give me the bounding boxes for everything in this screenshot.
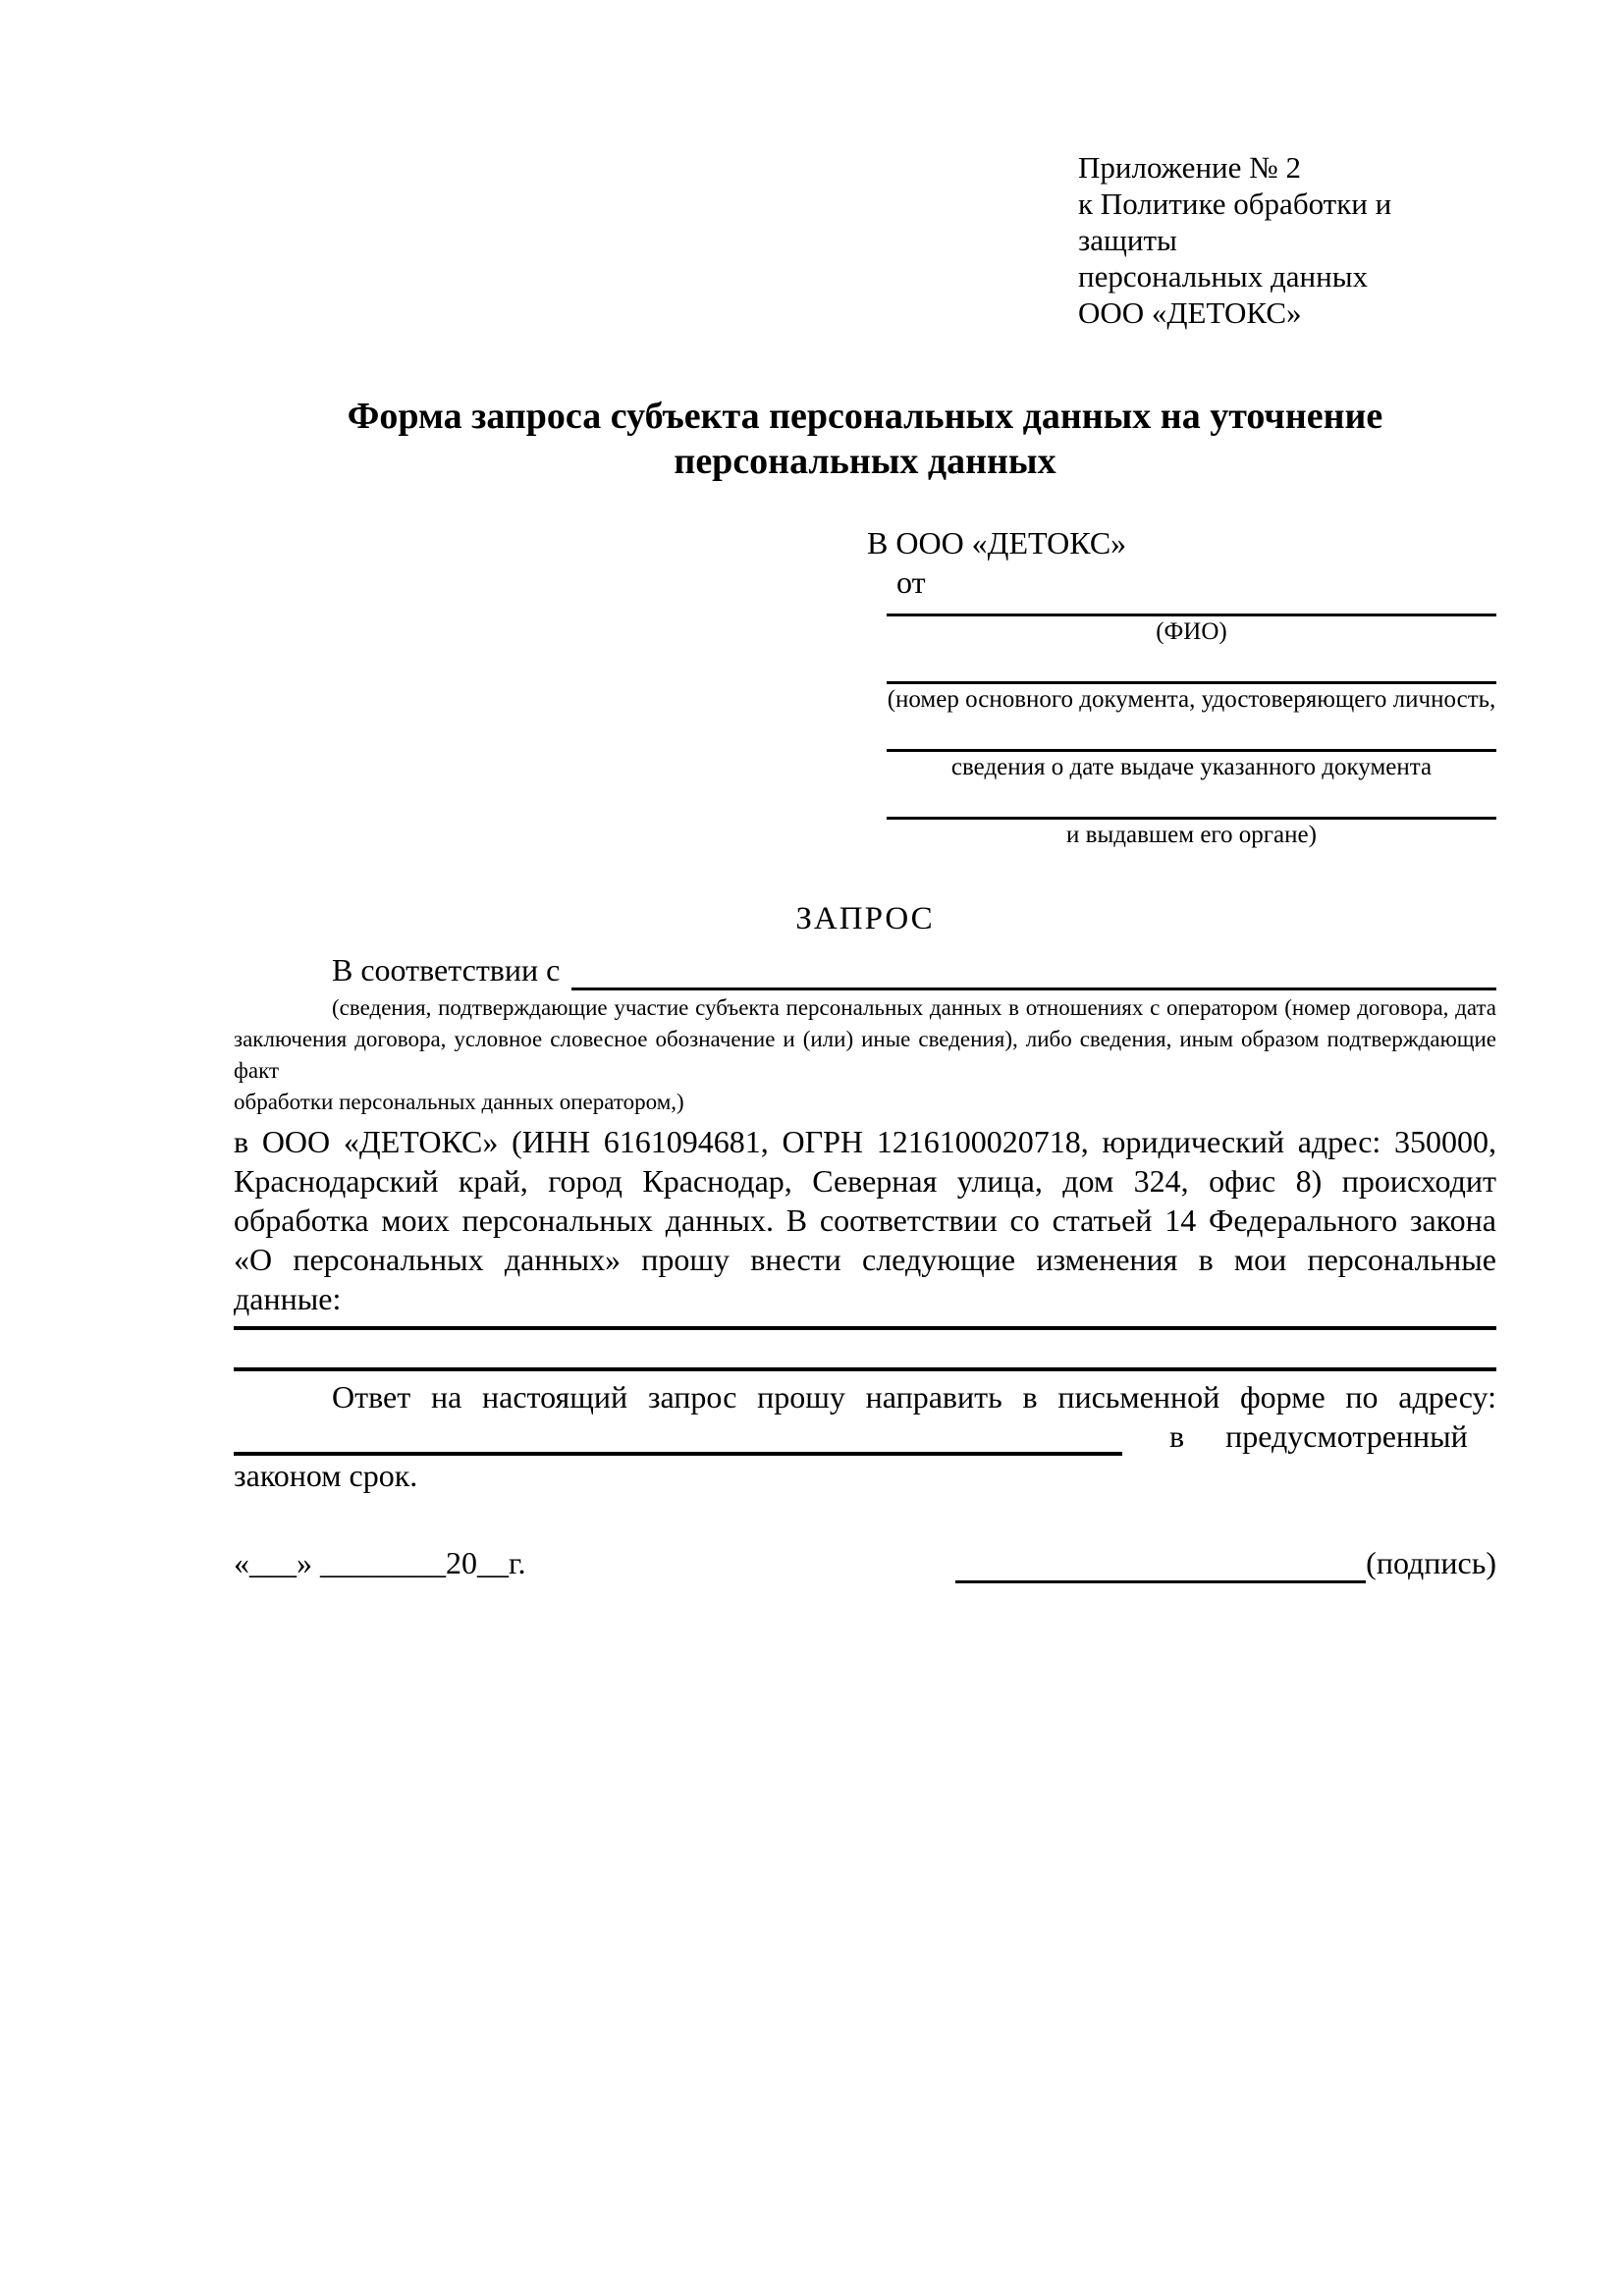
appendix-line: ООО «ДЕТОКС» bbox=[1078, 295, 1302, 330]
response-line-word: предусмотренный bbox=[1225, 1418, 1468, 1454]
request-body-line: Краснодарский край, город Краснодар, Северная улица, дом 324, офис 8) происходит bbox=[234, 1163, 1496, 1199]
document-title-line: персональных данных bbox=[674, 441, 1056, 482]
document-title bbox=[234, 394, 1496, 484]
addressee-from-label: от bbox=[896, 564, 926, 600]
request-body-paragraph bbox=[234, 1122, 1496, 1318]
response-line-word: в bbox=[1169, 1418, 1185, 1454]
note-paragraph bbox=[234, 992, 1496, 1118]
issuing-authority-field bbox=[887, 817, 1496, 849]
accordance-row bbox=[234, 949, 1496, 990]
document-title-line: Форма запроса субъекта персональных данных на уточнение bbox=[347, 396, 1383, 437]
id-document-number-field-line bbox=[887, 681, 1496, 684]
note-line: обработки персональных данных оператором,) bbox=[234, 1090, 684, 1114]
fio-field bbox=[887, 614, 1496, 646]
response-line: законом срок. bbox=[234, 1458, 418, 1493]
request-heading: ЗАПРОС bbox=[795, 901, 935, 936]
addressee-block bbox=[867, 523, 1496, 849]
issuing-authority-field-line bbox=[887, 817, 1496, 820]
appendix-line: персональных данных bbox=[1078, 259, 1369, 294]
issue-date-field bbox=[887, 749, 1496, 781]
appendix-line: Приложение № 2 bbox=[1078, 150, 1301, 185]
issue-date-field-line bbox=[887, 749, 1496, 752]
fio-field-caption: (ФИО) bbox=[1156, 618, 1227, 645]
document-content bbox=[234, 149, 1496, 1583]
fio-field-line bbox=[887, 614, 1496, 616]
note-line: (сведения, подтверждающие участие субъекта персональных данных в отношениях с оператором (номер договора, дата bbox=[332, 995, 1496, 1020]
issuing-authority-field-caption: и выдавшем его органе) bbox=[1066, 822, 1317, 848]
id-document-number-field bbox=[887, 681, 1496, 714]
response-address-row bbox=[234, 1416, 1496, 1456]
signature-blank-line bbox=[955, 1547, 1366, 1583]
request-body-line: данные: bbox=[234, 1281, 342, 1316]
response-line: Ответ на настоящий запрос прошу направить в письменной форме по адресу: bbox=[332, 1379, 1496, 1415]
addressee-to: В ООО «ДЕТОКС» bbox=[867, 525, 1127, 561]
note-line: заключения договора, условное словесное обозначение и (или) иные сведения), либо сведения, иным образом подтверждающие факт bbox=[234, 1027, 1496, 1083]
changes-blank-line-2 bbox=[234, 1330, 1496, 1371]
request-body-line: в ООО «ДЕТОКС» (ИНН 6161094681, ОГРН 1216100020718, юридический адрес: 350000, bbox=[234, 1124, 1496, 1159]
date-line: «___» ________20__г. bbox=[234, 1545, 526, 1580]
appendix-block bbox=[1078, 149, 1496, 331]
accordance-blank-line bbox=[571, 952, 1496, 990]
signature-caption: (подпись) bbox=[1366, 1545, 1496, 1580]
issue-date-field-caption: сведения о дате выдаче указанного документа bbox=[950, 754, 1433, 780]
response-paragraph bbox=[234, 1377, 1496, 1495]
request-body-line: обработка моих персональных данных. В соответствии со статьей 14 Федерального закона bbox=[234, 1202, 1496, 1238]
date-signature-row bbox=[234, 1542, 1496, 1583]
request-body-line: «О персональных данных» прошу внести следующие изменения в мои персональные bbox=[234, 1242, 1496, 1277]
changes-blank-line-1 bbox=[234, 1318, 1496, 1330]
signature-group bbox=[955, 1542, 1496, 1583]
id-document-number-field-caption: (номер основного документа, удостоверяющего личность, bbox=[887, 686, 1496, 713]
response-address-blank-line bbox=[234, 1418, 1122, 1456]
accordance-label: В соответствии с bbox=[332, 952, 561, 988]
appendix-line: к Политике обработки и защиты bbox=[1078, 187, 1392, 257]
